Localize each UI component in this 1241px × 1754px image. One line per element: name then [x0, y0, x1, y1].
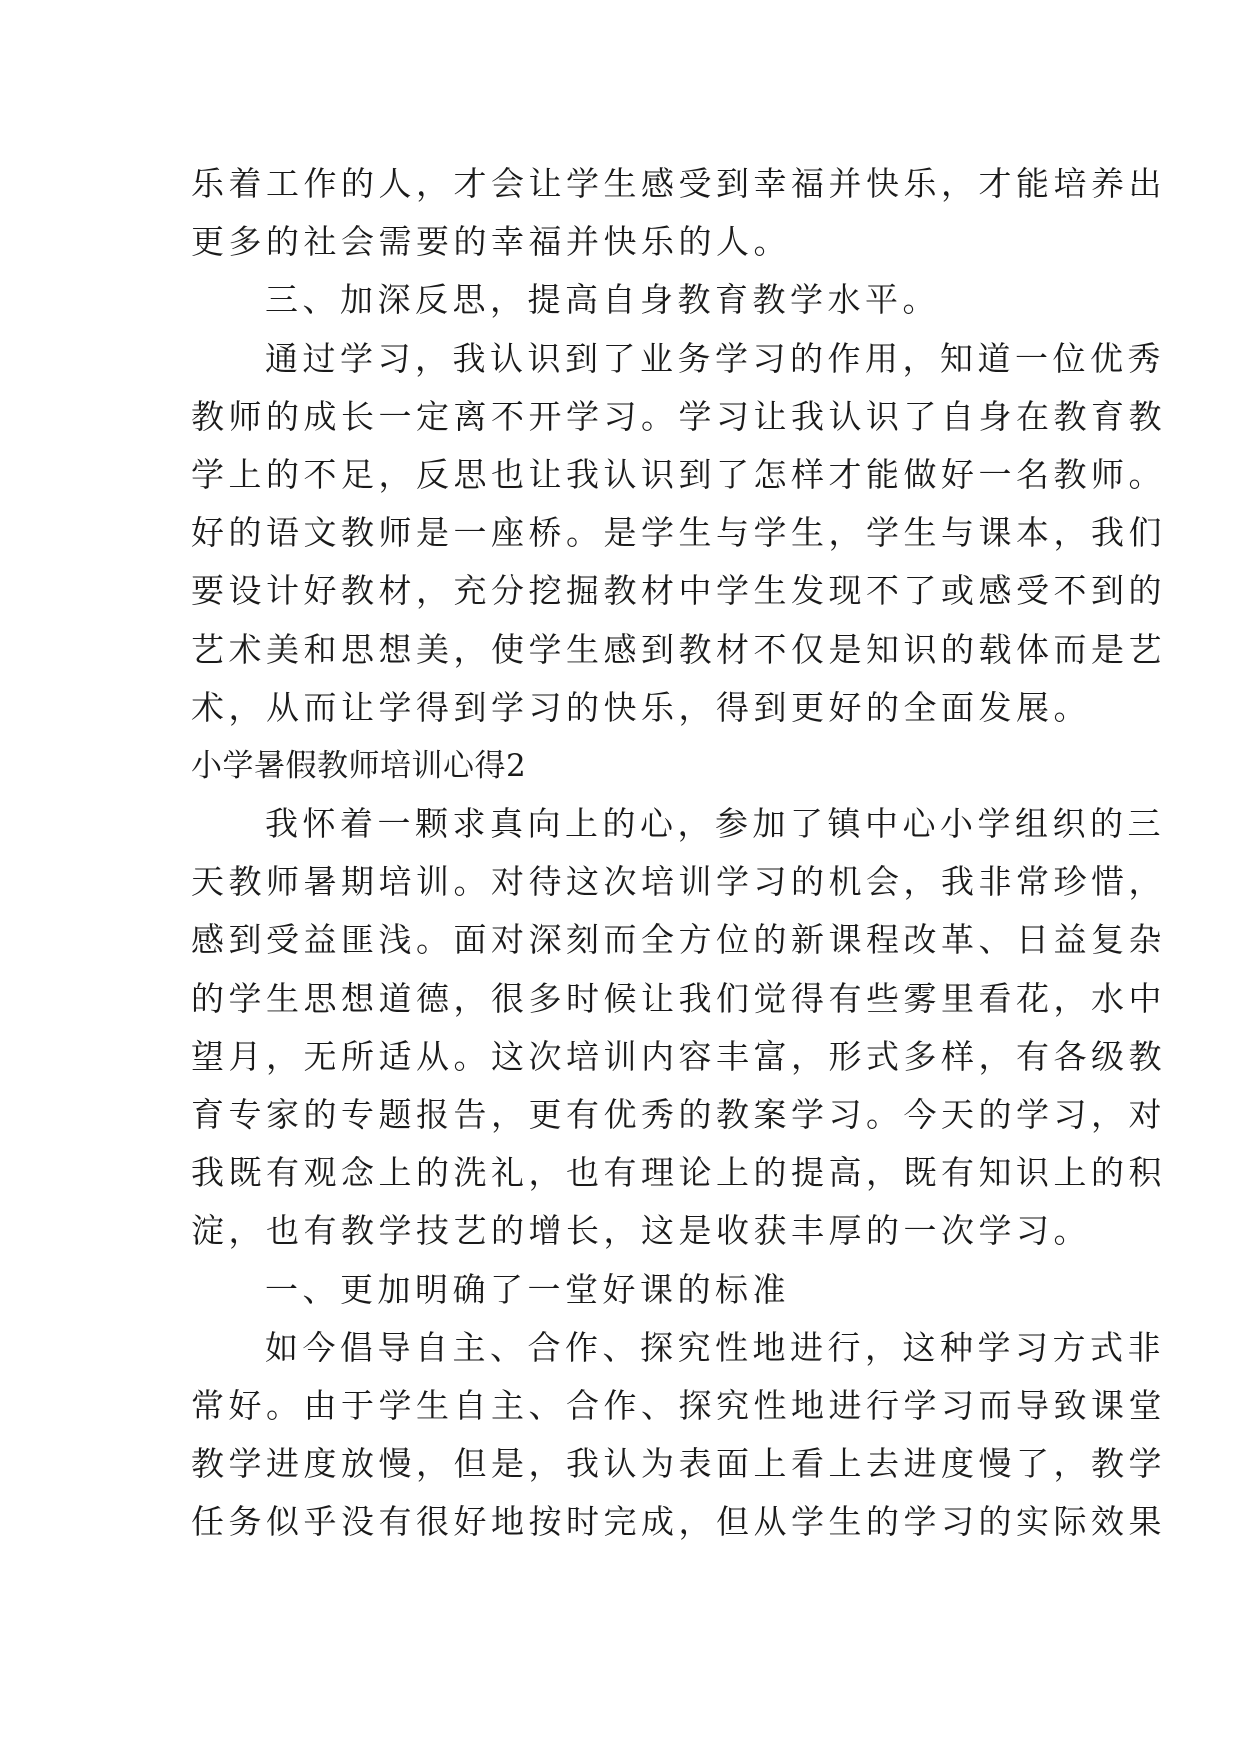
text-line: 学上的不足，反思也让我认识到了怎样才能做好一名教师。 — [191, 454, 1166, 494]
text-line: 我怀着一颗求真向上的心，参加了镇中心小学组织的三 — [265, 804, 1165, 844]
text-line: 如今倡导自主、合作、探究性地进行，这种学习方式非 — [265, 1327, 1165, 1367]
text-line: 更多的社会需要的幸福并快乐的人。 — [191, 222, 791, 262]
text-line: 育专家的专题报告，更有优秀的教案学习。今天的学习，对 — [191, 1095, 1166, 1134]
section-heading: 小学暑假教师培训心得2 — [191, 747, 527, 784]
text-line: 的学生思想道德，很多时候让我们觉得有些雾里看花，水中 — [191, 978, 1166, 1018]
text-line: 教师的成长一定离不开学习。学习让我认识了自身在教育教 — [191, 396, 1166, 436]
text-line: 任务似乎没有很好地按时完成，但从学生的学习的实际效果 — [191, 1502, 1166, 1542]
text-line: 淀，也有教学技艺的增长，这是收获丰厚的一次学习。 — [191, 1211, 1091, 1251]
text-line: 艺术美和思想美，使学生感到教材不仅是知识的载体而是艺 — [191, 629, 1166, 669]
text-line: 术，从而让学得到学习的快乐，得到更好的全面发展。 — [191, 687, 1091, 727]
text-line: 三、加深反思，提高自身教育教学水平。 — [265, 280, 940, 320]
text-line: 一、更加明确了一堂好课的标准 — [265, 1269, 790, 1309]
text-line: 通过学习，我认识到了业务学习的作用，知道一位优秀 — [265, 338, 1165, 378]
text-line: 望月，无所适从。这次培训内容丰富，形式多样，有各级教 — [191, 1036, 1166, 1076]
text-line: 要设计好教材，充分挖掘教材中学生发现不了或感受不到的 — [191, 571, 1166, 611]
text-line: 天教师暑期培训。对待这次培训学习的机会，我非常珍惜， — [191, 862, 1166, 902]
text-line: 乐着工作的人，才会让学生感受到幸福并快乐，才能培养出 — [191, 164, 1166, 203]
text-line: 感到受益匪浅。面对深刻而全方位的新课程改革、日益复杂 — [191, 920, 1166, 960]
text-line: 常好。由于学生自主、合作、探究性地进行学习而导致课堂 — [191, 1385, 1166, 1425]
text-line: 我既有观念上的洗礼，也有理论上的提高，既有知识上的积 — [191, 1153, 1166, 1193]
document-page — [191, 155, 1166, 1552]
text-line: 好的语文教师是一座桥。是学生与学生，学生与课本，我们 — [191, 513, 1166, 553]
text-line: 教学进度放慢，但是，我认为表面上看上去进度慢了，教学 — [191, 1444, 1166, 1484]
